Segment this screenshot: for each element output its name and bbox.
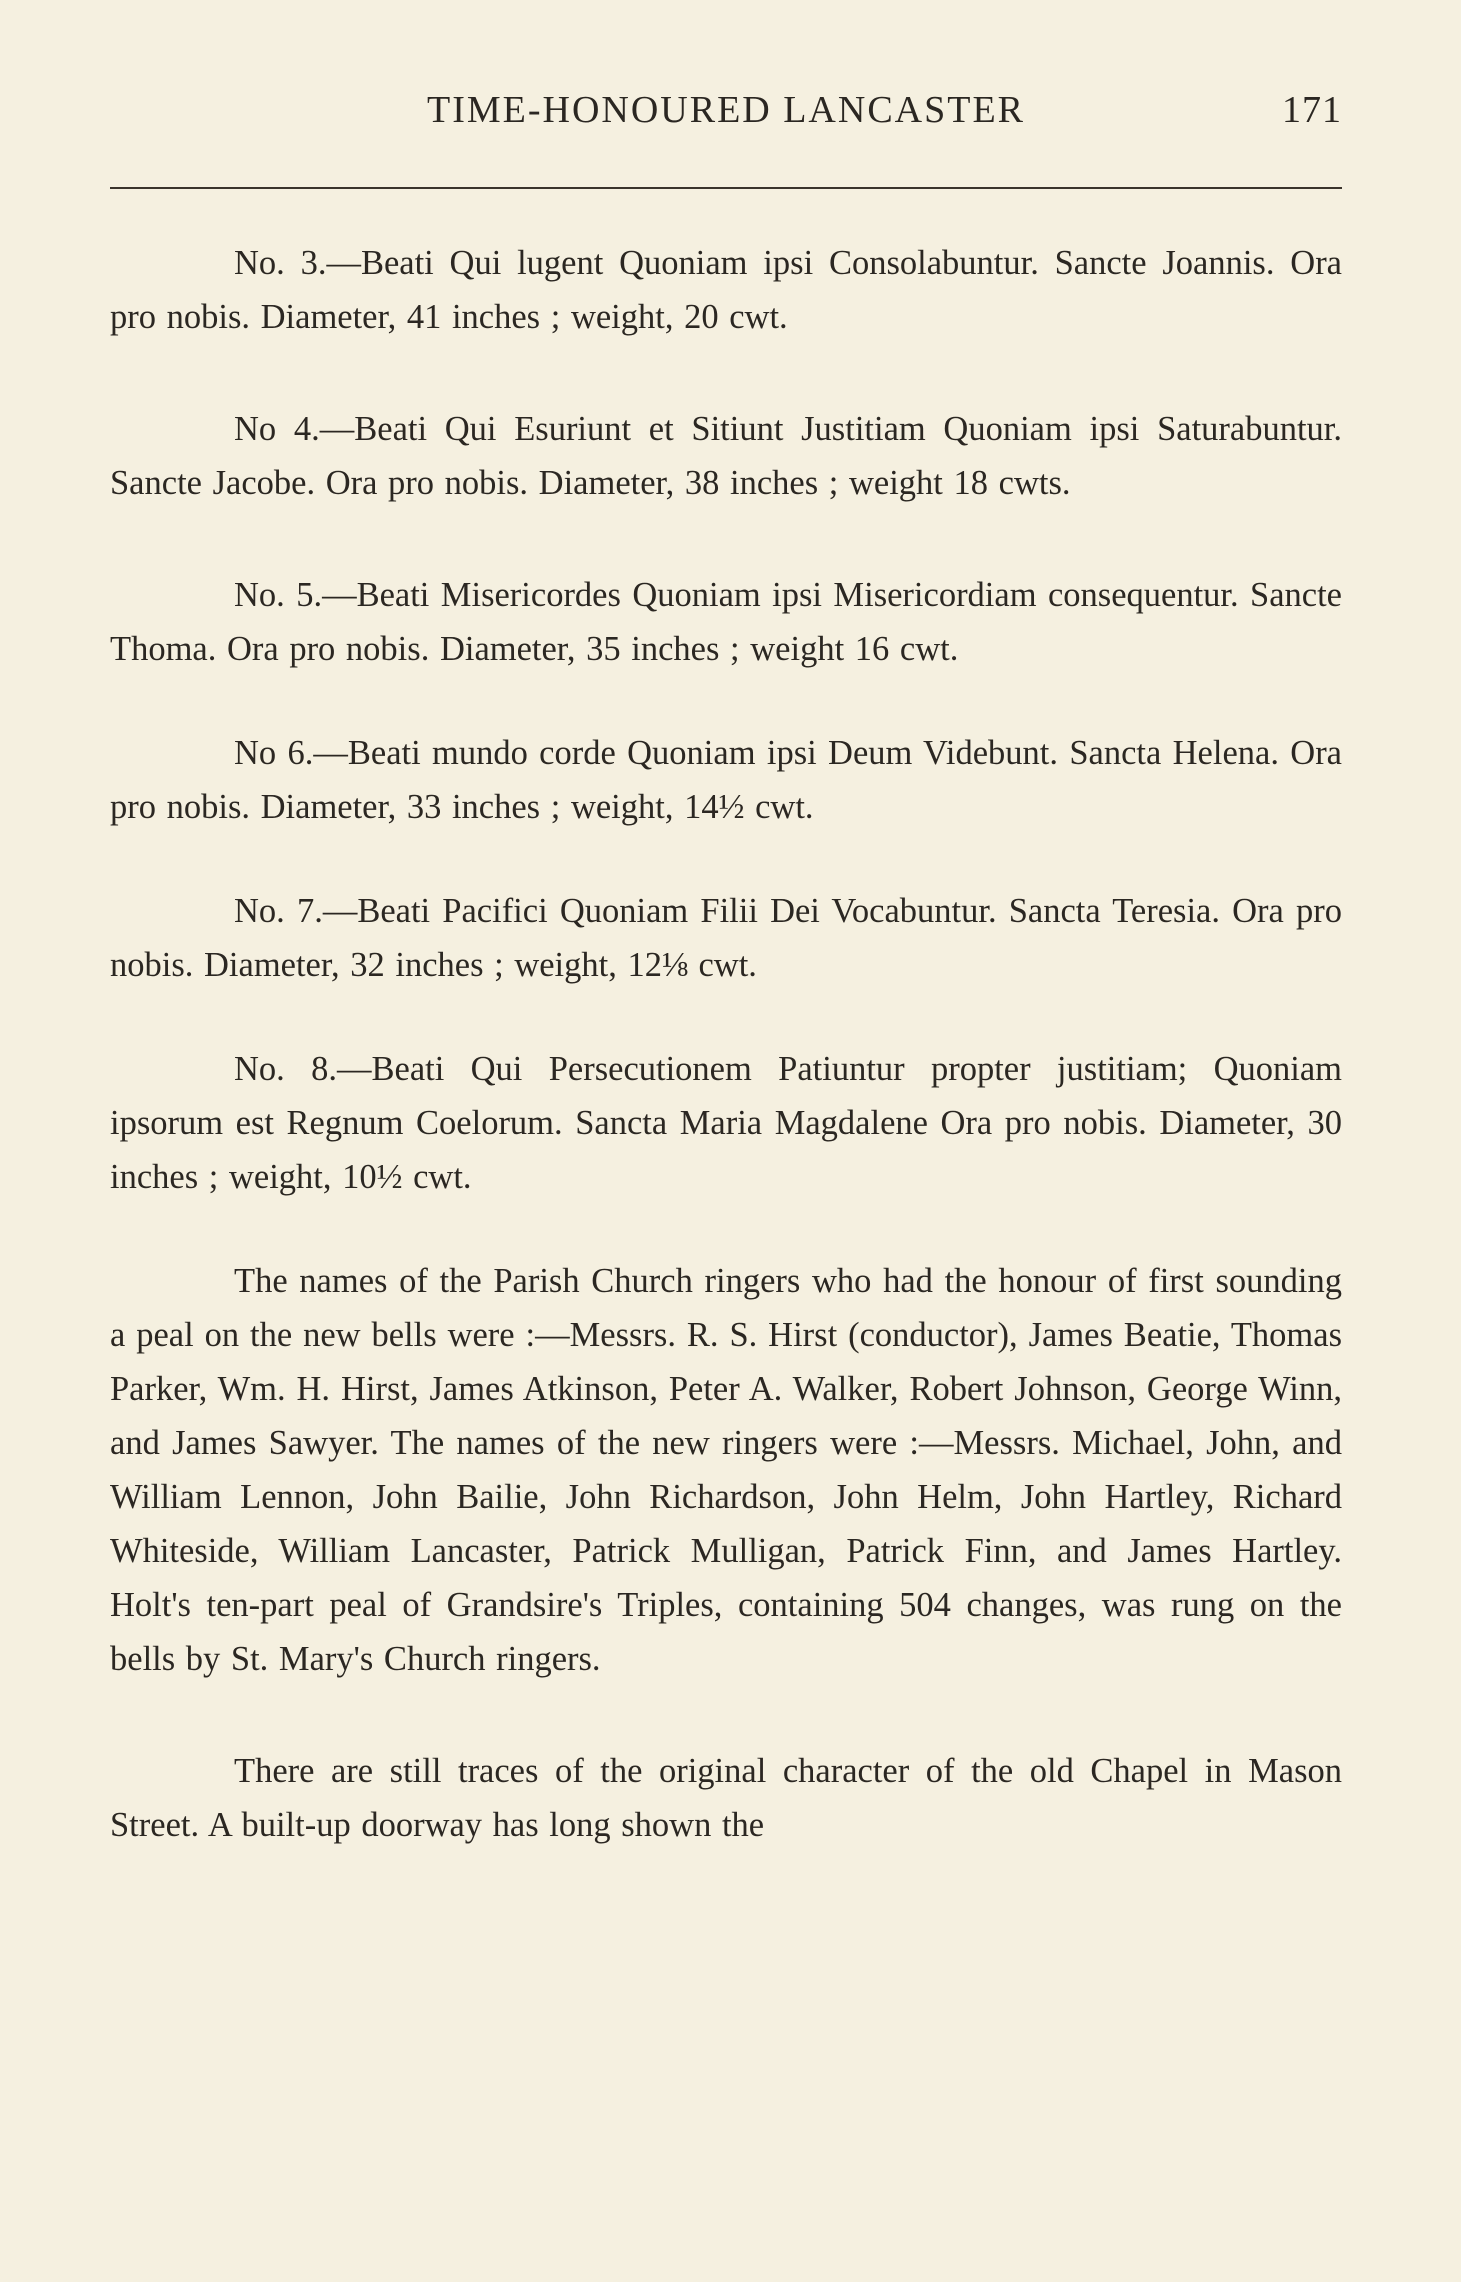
paragraph-bell-8: No. 8.—Beati Qui Persecutionem Patiuntur propter justitiam; Quoniam ipsorum est Regnum Coelorum. Sancta Maria Magdalene Ora pro nobis. Diameter, 30 inches ; weight, 10½ cwt. bbox=[110, 1050, 1342, 1196]
paragraph-ringers: The names of the Parish Church ringers who had the honour of first sounding a peal on the new bells were :—Messrs. R. S. Hirst (conductor), James Beatie, Thomas Parker, Wm. H. Hirst, James Atkinson, Peter A. Walker, Robert Johnson, George Winn, and James Sawyer. The names of the new ringers were :—Messrs. Michael, John, and William Lennon, John Bailie, John Richardson, John Helm, John Hartley, Richard Whiteside, William Lancaster, Patrick Mulligan, Patrick Finn, and James Hartley. Holt's ten-part peal of Grandsire's Triples, containing 504 changes, was rung on the bells by St. Mary's Church ringers. bbox=[110, 1262, 1342, 1678]
page-number: 171 bbox=[1282, 89, 1342, 131]
running-title: TIME-HONOURED LANCASTER bbox=[426, 89, 1026, 131]
paragraph-bell-6: No 6.—Beati mundo corde Quoniam ipsi Deum Videbunt. Sancta Helena. Ora pro nobis. Diameter, 33 inches ; weight, 14½ cwt. bbox=[110, 734, 1342, 826]
paragraph-bell-5: No. 5.—Beati Misericordes Quoniam ipsi Misericordiam consequentur. Sancte Thoma. Ora pro nobis. Diameter, 35 inches ; weight 16 cwt. bbox=[110, 576, 1342, 668]
book-page bbox=[110, 0, 1342, 2282]
header-rule bbox=[110, 187, 1342, 189]
text-body bbox=[110, 236, 1342, 1852]
paragraph-chapel: There are still traces of the original character of the old Chapel in Mason Street. A built-up doorway has long shown the bbox=[110, 1752, 1342, 1844]
paragraph-bell-7: No. 7.—Beati Pacifici Quoniam Filii Dei Vocabuntur. Sancta Teresia. Ora pro nobis. Diameter, 32 inches ; weight, 12⅛ cwt. bbox=[110, 892, 1342, 984]
paragraph-bell-4: No 4.—Beati Qui Esuriunt et Sitiunt Justitiam Quoniam ipsi Saturabuntur. Sancte Jacobe. Ora pro nobis. Diameter, 38 inches ; weight 18 cwts. bbox=[110, 410, 1342, 502]
running-head bbox=[110, 80, 1342, 140]
paragraph-bell-3: No. 3.—Beati Qui lugent Quoniam ipsi Consolabuntur. Sancte Joannis. Ora pro nobis. Diameter, 41 inches ; weight, 20 cwt. bbox=[110, 244, 1342, 336]
